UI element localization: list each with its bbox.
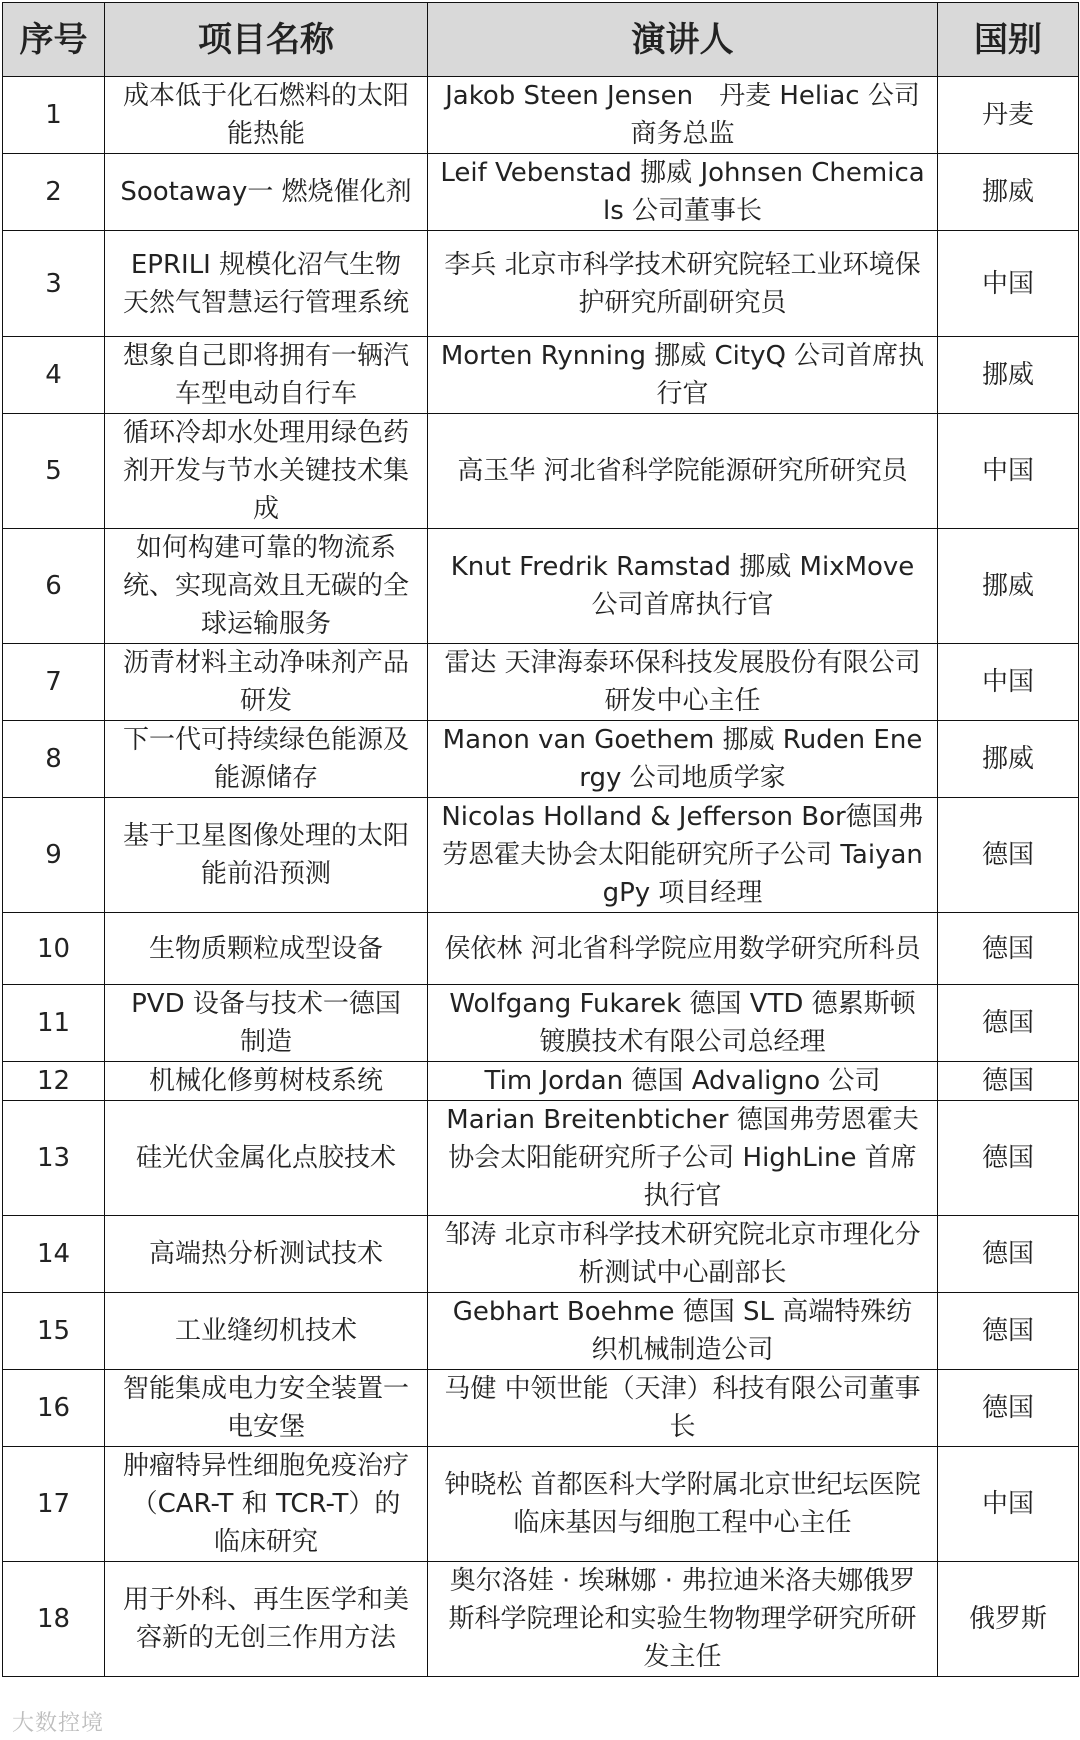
- country-cell: 中国: [938, 231, 1079, 337]
- country-cell: 丹麦: [938, 77, 1079, 154]
- row-number: 6: [3, 529, 105, 644]
- country-cell: 中国: [938, 644, 1079, 721]
- row-number: 16: [3, 1370, 105, 1447]
- speaker-cell: Manon van Goethem 挪威 Ruden Energy 公司地质学家: [428, 721, 938, 798]
- table-row: [3, 798, 1079, 913]
- row-number: 9: [3, 798, 105, 913]
- speaker-cell: 马健 中领世能（天津）科技有限公司董事长: [428, 1370, 938, 1447]
- project-name-cell: 硅光伏金属化点胶技术: [105, 1101, 428, 1216]
- row-number: 8: [3, 721, 105, 798]
- speaker-cell: Knut Fredrik Ramstad 挪威 MixMove 公司首席执行官: [428, 529, 938, 644]
- header-project-name: 项目名称: [105, 3, 428, 77]
- speaker-cell: Nicolas Holland & Jefferson Bor德国弗劳恩霍夫协会太阳能研究所子公司 TaiyangPy 项目经理: [428, 798, 938, 913]
- speaker-cell: Gebhart Boehme 德国 SL 高端特殊纺织机械制造公司: [428, 1293, 938, 1370]
- speaker-cell: 奥尔洛娃 · 埃琳娜 · 弗拉迪米洛夫娜俄罗斯科学院理论和实验生物物理学研究所研发主任: [428, 1562, 938, 1677]
- speaker-cell: Marian Breitenbticher 德国弗劳恩霍夫协会太阳能研究所子公司 HighLine 首席执行官: [428, 1101, 938, 1216]
- country-cell: 德国: [938, 1216, 1079, 1293]
- table-row: [3, 985, 1079, 1062]
- table-row: [3, 77, 1079, 154]
- table-row: [3, 721, 1079, 798]
- speaker-cell: 高玉华 河北省科学院能源研究所研究员: [428, 414, 938, 529]
- table-row: [3, 231, 1079, 337]
- project-name-cell: 智能集成电力安全装置一电安堡: [105, 1370, 428, 1447]
- country-cell: 德国: [938, 1370, 1079, 1447]
- row-number: 12: [3, 1062, 105, 1101]
- row-number: 2: [3, 154, 105, 231]
- row-number: 17: [3, 1447, 105, 1562]
- speaker-cell: Tim Jordan 德国 Advaligno 公司: [428, 1062, 938, 1101]
- speaker-cell: 钟晓松 首都医科大学附属北京世纪坛医院临床基因与细胞工程中心主任: [428, 1447, 938, 1562]
- table-row: [3, 1370, 1079, 1447]
- country-cell: 挪威: [938, 154, 1079, 231]
- speaker-cell: 李兵 北京市科学技术研究院轻工业环境保护研究所副研究员: [428, 231, 938, 337]
- row-number: 13: [3, 1101, 105, 1216]
- row-number: 15: [3, 1293, 105, 1370]
- project-name-cell: 成本低于化石燃料的太阳能热能: [105, 77, 428, 154]
- row-number: 11: [3, 985, 105, 1062]
- country-cell: 德国: [938, 798, 1079, 913]
- project-name-cell: 用于外科、再生医学和美容新的无创三作用方法: [105, 1562, 428, 1677]
- project-name-cell: 如何构建可靠的物流系统、实现高效且无碳的全球运输服务: [105, 529, 428, 644]
- row-number: 4: [3, 337, 105, 414]
- table-row: [3, 1101, 1079, 1216]
- table-row: [3, 644, 1079, 721]
- country-cell: 挪威: [938, 337, 1079, 414]
- country-cell: 挪威: [938, 721, 1079, 798]
- project-name-cell: 肿瘤特异性细胞免疫治疗（CAR-T 和 TCR-T）的临床研究: [105, 1447, 428, 1562]
- header-row: [3, 3, 1079, 77]
- header-country: 国别: [938, 3, 1079, 77]
- table-row: [3, 1062, 1079, 1101]
- row-number: 10: [3, 913, 105, 985]
- table-row: [3, 414, 1079, 529]
- country-cell: 挪威: [938, 529, 1079, 644]
- table-row: [3, 1293, 1079, 1370]
- speaker-cell: Wolfgang Fukarek 德国 VTD 德累斯顿镀膜技术有限公司总经理: [428, 985, 938, 1062]
- row-number: 18: [3, 1562, 105, 1677]
- country-cell: 德国: [938, 1293, 1079, 1370]
- speaker-cell: 雷达 天津海泰环保科技发展股份有限公司研发中心主任: [428, 644, 938, 721]
- project-name-cell: 下一代可持续绿色能源及能源储存: [105, 721, 428, 798]
- row-number: 1: [3, 77, 105, 154]
- speaker-cell: Jakob Steen Jensen 丹麦 Heliac 公司商务总监: [428, 77, 938, 154]
- project-name-cell: 想象自己即将拥有一辆汽车型电动自行车: [105, 337, 428, 414]
- table-row: [3, 1562, 1079, 1677]
- country-cell: 中国: [938, 414, 1079, 529]
- project-name-cell: 沥青材料主动净味剂产品研发: [105, 644, 428, 721]
- header-number: 序号: [3, 3, 105, 77]
- project-name-cell: EPRILI 规模化沼气生物天然气智慧运行管理系统: [105, 231, 428, 337]
- project-name-cell: 机械化修剪树枝系统: [105, 1062, 428, 1101]
- country-cell: 德国: [938, 985, 1079, 1062]
- table-row: [3, 1447, 1079, 1562]
- country-cell: 中国: [938, 1447, 1079, 1562]
- table-row: [3, 154, 1079, 231]
- table-row: [3, 913, 1079, 985]
- table-row: [3, 337, 1079, 414]
- speaker-cell: Leif Vebenstad 挪威 Johnsen Chemicals 公司董事长: [428, 154, 938, 231]
- country-cell: 德国: [938, 913, 1079, 985]
- project-table: [2, 2, 1079, 1677]
- project-name-cell: 工业缝纫机技术: [105, 1293, 428, 1370]
- speaker-cell: 侯依林 河北省科学院应用数学研究所科员: [428, 913, 938, 985]
- row-number: 14: [3, 1216, 105, 1293]
- speaker-cell: Morten Rynning 挪威 CityQ 公司首席执行官: [428, 337, 938, 414]
- project-name-cell: Sootaway一 燃烧催化剂: [105, 154, 428, 231]
- speaker-cell: 邹涛 北京市科学技术研究院北京市理化分析测试中心副部长: [428, 1216, 938, 1293]
- table-row: [3, 1216, 1079, 1293]
- project-name-cell: 高端热分析测试技术: [105, 1216, 428, 1293]
- project-name-cell: PVD 设备与技术一德国制造: [105, 985, 428, 1062]
- row-number: 3: [3, 231, 105, 337]
- project-name-cell: 基于卫星图像处理的太阳能前沿预测: [105, 798, 428, 913]
- table-row: [3, 529, 1079, 644]
- row-number: 7: [3, 644, 105, 721]
- country-cell: 德国: [938, 1062, 1079, 1101]
- project-name-cell: 生物质颗粒成型设备: [105, 913, 428, 985]
- header-speaker: 演讲人: [428, 3, 938, 77]
- project-name-cell: 循环冷却水处理用绿色药剂开发与节水关键技术集成: [105, 414, 428, 529]
- watermark-text: 大数控境: [12, 1711, 105, 1736]
- row-number: 5: [3, 414, 105, 529]
- country-cell: 德国: [938, 1101, 1079, 1216]
- country-cell: 俄罗斯: [938, 1562, 1079, 1677]
